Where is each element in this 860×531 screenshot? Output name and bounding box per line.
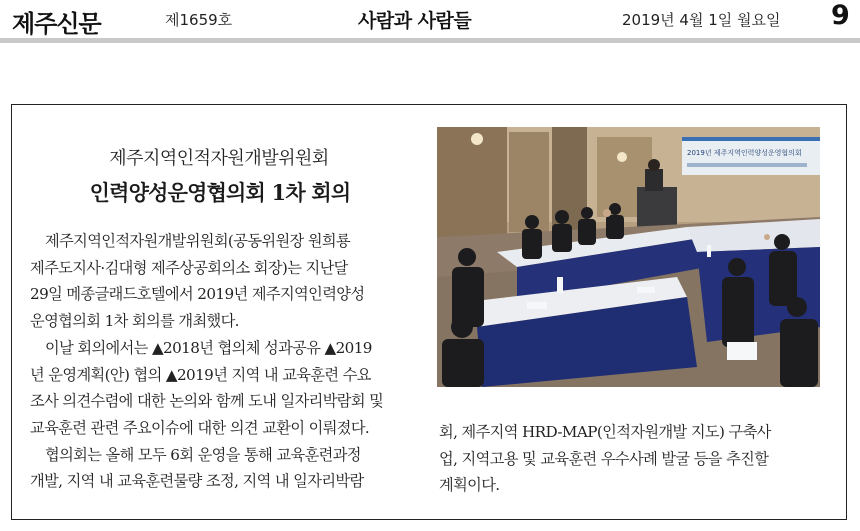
body-line: 이날 회의에서는 ▲2018년 협의체 성과공유 ▲2019 (45, 338, 372, 357)
article-body-left (30, 228, 418, 495)
article-title-line2: 인력양성운영협의회 1차 회의 (89, 180, 351, 205)
body-line: 회, 제주지역 HRD-MAP(인적자원개발 지도) 구축사 (439, 423, 771, 441)
body-line: 개발, 지역 내 교육훈련물량 조정, 지역 내 일자리박람 (30, 472, 364, 491)
article-body-right (439, 419, 839, 499)
body-line: 제주지역인적자원개발위원회(공동위원장 원희룡 (45, 232, 351, 250)
body-line: 년 운영계획(안) 협의 ▲2019년 지역 내 교육훈련 수요 (30, 365, 371, 384)
body-line: 조사 의견수렴에 대한 논의와 함께 도내 일자리박람회 및 (30, 392, 384, 411)
body-line: 29일 메종글래드호텔에서 2019년 제주지역인력양성 (30, 285, 365, 304)
article-title-line1: 제주지역인적자원개발위원회 (109, 148, 329, 169)
body-line: 계획이다. (439, 476, 500, 495)
newspaper-logo: 제주신문 (12, 10, 101, 38)
page-number: 9 (831, 0, 850, 31)
body-line: 운영협의회 1차 회의를 개최했다. (30, 312, 239, 331)
section-title: 사람과 사람들 (358, 10, 472, 32)
meeting-photo (437, 127, 820, 387)
masthead (0, 0, 860, 44)
body-line: 교육훈련 관련 주요이슈에 대한 의견 교환이 이뤄졌다. (30, 418, 370, 437)
publication-date: 2019년 4월 1일 월요일 (622, 11, 781, 29)
issue-number: 제1659호 (165, 11, 233, 29)
photo-banner-text: 2019년 제주지역인력양성운영협의회 (687, 149, 802, 157)
body-line: 협의회는 올해 모두 6회 운영을 통해 교육훈련과정 (45, 445, 361, 464)
body-line: 제주도지사·김대형 제주상공회의소 회장)는 지난달 (30, 258, 348, 277)
body-line: 업, 지역고용 및 교육훈련 우수사례 발굴 등을 추진할 (439, 449, 769, 468)
header-rule (0, 38, 860, 43)
